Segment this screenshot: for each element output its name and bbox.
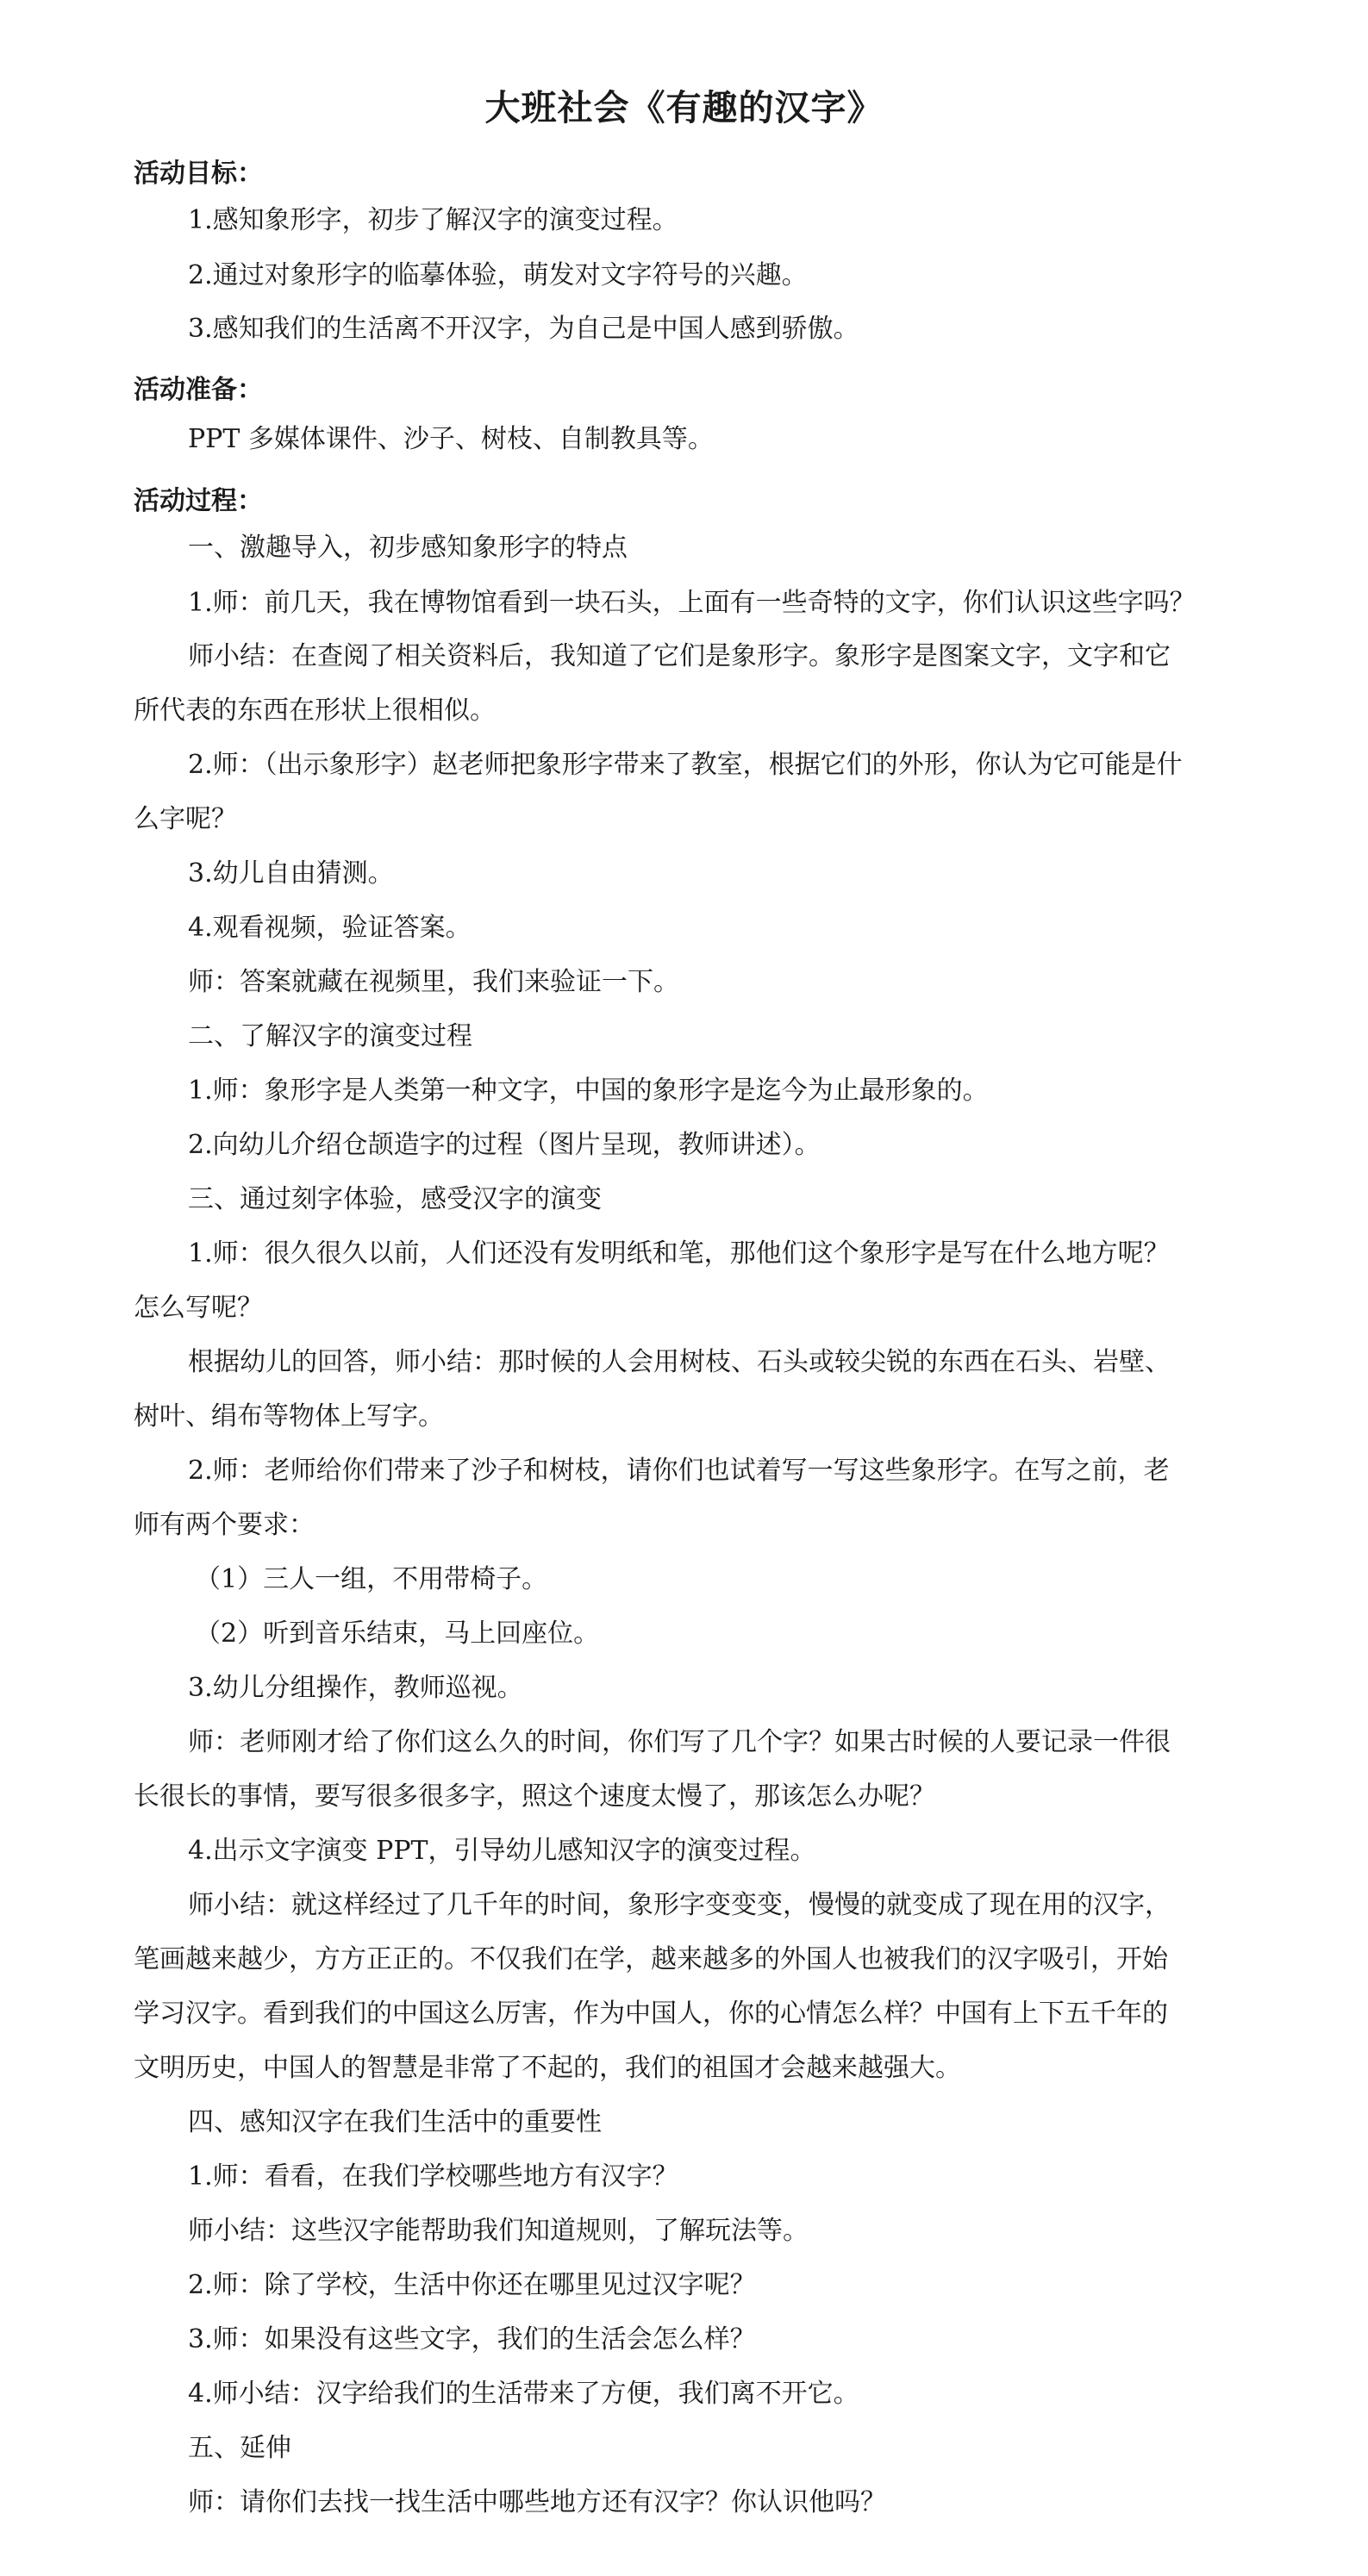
goal-item-1: 1.感知象形字，初步了解汉字的演变过程。 — [188, 205, 678, 235]
process-line: 1.师：前几天，我在博物馆看到一块石头，上面有一些奇特的文字，你们认识这些字吗？ — [188, 588, 1196, 618]
process-line: 四、感知汉字在我们生活中的重要性 — [188, 2107, 602, 2137]
process-line: 所代表的东西在形状上很相似。 — [134, 695, 496, 726]
process-line: 师：老师刚才给了你们这么久的时间，你们写了几个字？如果古时候的人要记录一件很 — [188, 1727, 1171, 1757]
process-line: 3.师：如果没有这些文字，我们的生活会怎么样？ — [188, 2324, 756, 2355]
process-line: 4.师小结：汉字给我们的生活带来了方便，我们离不开它。 — [188, 2379, 859, 2409]
process-line: 2.师：（出示象形字）赵老师把象形字带来了教室，根据它们的外形，你认为它可能是什 — [188, 750, 1183, 780]
process-line: 1.师：很久很久以前，人们还没有发明纸和笔，那他们这个象形字是写在什么地方呢？ — [188, 1238, 1170, 1269]
process-line: 1.师：象形字是人类第一种文字，中国的象形字是迄今为止最形象的。 — [188, 1076, 989, 1106]
process-line: 4.观看视频，验证答案。 — [188, 913, 472, 943]
process-line: 3.幼儿分组操作，教师巡视。 — [188, 1673, 523, 1703]
goal-item-3: 3.感知我们的生活离不开汉字，为自己是中国人感到骄傲。 — [188, 314, 859, 344]
process-line: 2.师：除了学校，生活中你还在哪里见过汉字呢？ — [188, 2270, 756, 2300]
process-line: 师小结：这些汉字能帮助我们知道规则，了解玩法等。 — [188, 2216, 809, 2246]
process-line: （1）三人一组，不用带椅子。 — [195, 1564, 548, 1594]
process-line: 根据幼儿的回答，师小结：那时候的人会用树枝、石头或较尖锐的东西在石头、岩壁、 — [188, 1347, 1171, 1377]
process-line: 2.师：老师给你们带来了沙子和树枝，请你们也试着写一写这些象形字。在写之前，老 — [188, 1456, 1170, 1486]
process-line: 怎么写呢？ — [134, 1293, 263, 1323]
process-line: 3.幼儿自由猜测。 — [188, 858, 394, 889]
process-line: 师：请你们去找一找生活中哪些地方还有汉字？你认识他吗？ — [188, 2487, 886, 2517]
process-line: 三、通过刻字体验，感受汉字的演变 — [188, 1184, 602, 1214]
process-line: 文明历史，中国人的智慧是非常了不起的，我们的祖国才会越来越强大。 — [134, 2053, 961, 2083]
process-line: （2）听到音乐结束，马上回座位。 — [195, 1619, 600, 1649]
prep-heading: 活动准备： — [134, 375, 263, 405]
process-line: 么字呢？ — [134, 804, 237, 834]
process-heading: 活动过程： — [134, 486, 263, 516]
prep-text: PPT 多媒体课件、沙子、树枝、自制教具等。 — [188, 424, 714, 454]
process-line: 五、延伸 — [188, 2433, 291, 2463]
process-line: 学习汉字。看到我们的中国这么厉害，作为中国人，你的心情怎么样？中国有上下五千年的 — [134, 1999, 1168, 2029]
process-line: 长很长的事情，要写很多很多字，照这个速度太慢了，那该怎么办呢？ — [134, 1781, 935, 1812]
process-line: 4.出示文字演变 PPT，引导幼儿感知汉字的演变过程。 — [188, 1836, 816, 1866]
goal-item-2: 2.通过对象形字的临摹体验，萌发对文字符号的兴趣。 — [188, 260, 808, 290]
process-line: 师：答案就藏在视频里，我们来验证一下。 — [188, 967, 679, 997]
process-line: 二、了解汉字的演变过程 — [188, 1021, 472, 1051]
page-title: 大班社会《有趣的汉字》 — [484, 87, 884, 128]
process-line: 师有两个要求： — [134, 1510, 315, 1540]
process-line: 师小结：就这样经过了几千年的时间，象形字变变变，慢慢的就变成了现在用的汉字， — [188, 1890, 1171, 1920]
process-line: 一、激趣导入，初步感知象形字的特点 — [188, 533, 628, 563]
process-line: 师小结：在查阅了相关资料后，我知道了它们是象形字。象形字是图案文字，文字和它 — [188, 641, 1171, 671]
process-line: 1.师：看看，在我们学校哪些地方有汉字？ — [188, 2161, 678, 2192]
goals-heading: 活动目标： — [134, 159, 263, 189]
process-line: 2.向幼儿介绍仓颉造字的过程（图片呈现，教师讲述）。 — [188, 1130, 821, 1160]
process-line: 树叶、绢布等物体上写字。 — [134, 1401, 444, 1431]
process-line: 笔画越来越少，方方正正的。不仅我们在学，越来越多的外国人也被我们的汉字吸引，开始 — [134, 1944, 1168, 1974]
